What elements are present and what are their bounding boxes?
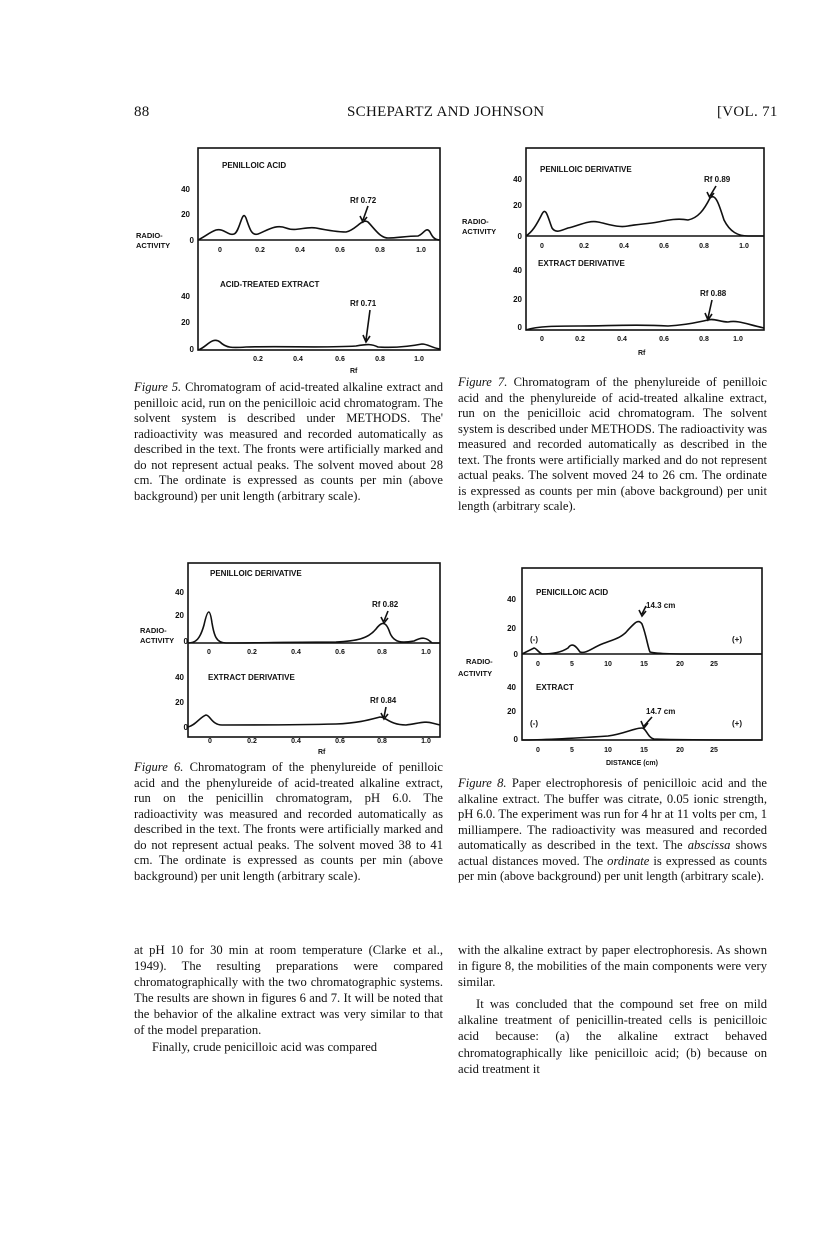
fig6-xtick: 1.0	[421, 649, 431, 656]
fig5-xtick: 0.4	[293, 356, 303, 363]
fig8-bottom-peak: 14.7 cm	[646, 707, 676, 716]
fig8-xtick: 5	[570, 661, 574, 668]
fig7-xtick: 0.2	[579, 243, 589, 250]
body-left-paragraph-2: Finally, crude penicilloic acid was compared	[152, 1039, 378, 1054]
figure-8-chart	[458, 568, 768, 768]
fig8-ytick: 40	[507, 683, 516, 692]
fig6-top-title: PENILLOIC DERIVATIVE	[210, 569, 302, 578]
fig7-xtick: 0.6	[659, 336, 669, 343]
figure-7-caption	[458, 375, 767, 515]
fig8-caption-text-3: is expressed as counts per min (above background) per unit length (arbitrary scale).	[458, 853, 767, 883]
body-left-paragraph-1: at pH 10 for 30 min at room temperature (Clarke et al., 1949). The resulting preparations were compared chromatographically with the two chromatographic systems. The results are shown in figures 6 and 7. It will be noted that the behavior of the alkaline extract was very similar to that of the model preparation.	[134, 943, 443, 1038]
fig7-ytick: 0	[517, 232, 522, 241]
fig8-ytick: 40	[507, 595, 516, 604]
fig5-xtick: 0.6	[335, 247, 345, 254]
fig7-xtick: 0	[540, 336, 544, 343]
fig8-top-peak: 14.3 cm	[646, 601, 676, 610]
fig5-bottom-rf: Rf 0.71	[350, 299, 377, 308]
fig5-ytick: 20	[181, 318, 190, 327]
fig8-ytick: 20	[507, 707, 516, 716]
fig5-xtick: 0.6	[335, 356, 345, 363]
fig6-xtick: 0.2	[247, 649, 257, 656]
fig7-xtick: 0	[540, 243, 544, 250]
fig5-bottom-trace	[198, 340, 440, 350]
fig5-xtick: 1.0	[414, 356, 424, 363]
fig5-xtick: 0	[218, 247, 222, 254]
fig6-xtick: 1.0	[421, 738, 431, 745]
fig5-ylabel-1: RADIO-	[136, 231, 163, 240]
fig7-ytick: 40	[513, 266, 522, 275]
figure-5-chart	[136, 148, 446, 373]
fig8-ytick: 0	[513, 735, 518, 744]
fig6-bottom-rf: Rf 0.84	[370, 696, 397, 705]
fig7-bottom-trace	[526, 319, 764, 330]
fig8-bottom-plus: (+)	[732, 719, 742, 728]
fig8-xtick: 25	[710, 747, 718, 754]
fig8-caption-label: Figure 8.	[458, 776, 507, 790]
figure-8-caption	[458, 776, 767, 885]
fig8-bottom-trace	[522, 728, 762, 740]
fig8-top-minus: (-)	[530, 635, 538, 644]
fig5-xtick: 0.4	[295, 247, 305, 254]
figure-7-chart	[458, 148, 768, 363]
fig7-ytick: 20	[513, 295, 522, 304]
fig7-xtick: 1.0	[733, 336, 743, 343]
fig7-top-title: PENILLOIC DERIVATIVE	[540, 165, 632, 174]
fig5-xtick: 0.2	[255, 247, 265, 254]
fig8-top-trace	[522, 622, 762, 654]
fig8-xtick: 15	[640, 747, 648, 754]
fig6-ytick: 0	[183, 723, 188, 732]
fig6-bottom-trace	[188, 715, 440, 727]
fig7-top-rf: Rf 0.89	[704, 175, 731, 184]
fig8-xtick: 15	[640, 661, 648, 668]
fig6-xlabel: Rf	[318, 749, 326, 756]
fig6-ytick: 20	[175, 698, 184, 707]
fig8-xtick: 10	[604, 747, 612, 754]
fig8-xtick: 5	[570, 747, 574, 754]
fig8-caption-text-2: shows actual distances moved. The	[458, 838, 768, 868]
fig6-xtick: 0.6	[335, 738, 345, 745]
fig7-xtick: 0.2	[575, 336, 585, 343]
fig6-xtick: 0	[208, 738, 212, 745]
fig7-caption-text: Chromatogram of the phenylureide of penilloic acid and the phenylureide of acid-treated alkaline extract, run on the penicilloic acid chromatogram. The solvent system is described under METHODS. The radioactivity was measured and recorded automatically as described in the text. The fronts were artificially marked and do not represent actual peaks. The solvent moved 24 to 26 cm. The ordinate is expressed as counts per min (above background) per unit length (arbitrary scale).	[458, 375, 767, 513]
fig7-bottom-arrow	[705, 300, 712, 320]
fig5-xtick: 1.0	[416, 247, 426, 254]
fig5-xtick: 0.8	[375, 247, 385, 254]
fig5-caption-label: Figure 5.	[134, 380, 182, 394]
fig5-top-trace	[198, 216, 440, 240]
fig5-ytick: 0	[189, 236, 194, 245]
fig6-xtick: 0.4	[291, 738, 301, 745]
figure-6-caption	[134, 760, 443, 884]
fig8-bottom-arrow	[641, 717, 652, 728]
fig6-xtick: 0.2	[247, 738, 257, 745]
fig6-top-trace	[188, 612, 440, 643]
fig7-xlabel: Rf	[638, 350, 646, 357]
fig7-xtick: 0.8	[699, 243, 709, 250]
fig5-bottom-arrow	[363, 310, 370, 342]
fig7-xtick: 0.4	[617, 336, 627, 343]
fig7-ytick: 40	[513, 175, 522, 184]
fig8-ytick: 20	[507, 624, 516, 633]
fig7-xtick: 0.8	[699, 336, 709, 343]
fig7-caption-label: Figure 7.	[458, 375, 508, 389]
figure-6-chart	[136, 563, 446, 756]
page-number: 88	[134, 104, 150, 120]
fig5-ylabel-2: ACTIVITY	[136, 241, 171, 250]
fig8-xtick: 20	[676, 747, 684, 754]
fig8-xlabel: DISTANCE (cm)	[606, 760, 658, 767]
fig6-caption-text: Chromatogram of the phenylureide of penilloic acid and the phenylureide of acid-treated alkaline extract, run on the penicillin chromatogram, pH 6.0. The radioactivity was measured and recorded automatically as described in the text. The fronts were artificially marked and do not represent actual peaks. The solvent moved 38 to 41 cm. The ordinate is expressed as counts per min (above background) per unit length (arbitrary scale).	[134, 760, 443, 883]
fig6-top-arrow	[381, 611, 388, 623]
fig8-ylabel-1: RADIO-	[466, 657, 493, 666]
fig8-bottom-minus: (-)	[530, 719, 538, 728]
fig7-xtick: 0.4	[619, 243, 629, 250]
fig6-caption-label: Figure 6.	[134, 760, 184, 774]
fig6-ylabel-1: RADIO-	[140, 626, 167, 635]
fig8-top-title: PENICILLOIC ACID	[536, 588, 609, 597]
fig8-caption-abscissa: abscissa	[687, 838, 731, 852]
fig6-xtick: 0.6	[335, 649, 345, 656]
fig6-xtick: 0.8	[377, 649, 387, 656]
fig6-xtick: 0.4	[291, 649, 301, 656]
fig5-top-arrow	[360, 206, 368, 222]
fig8-top-plus: (+)	[732, 635, 742, 644]
fig5-xtick: 0.2	[253, 356, 263, 363]
fig6-top-rf: Rf 0.82	[372, 600, 399, 609]
fig5-top-title: PENILLOIC ACID	[222, 161, 287, 170]
fig6-ytick: 0	[183, 637, 188, 646]
fig8-ylabel-2: ACTIVITY	[458, 669, 493, 678]
fig8-xtick: 20	[676, 661, 684, 668]
body-left-column	[134, 942, 443, 1055]
body-right-column	[458, 942, 767, 1077]
fig6-frame	[188, 563, 440, 737]
fig6-xtick: 0	[207, 649, 211, 656]
fig8-xtick: 10	[604, 661, 612, 668]
fig8-caption-text-1: Paper electrophoresis of penicilloic acid and the alkaline extract. The buffer was citrate, 0.05 ionic strength, pH 6.0. The experiment was run for 4 hr at 11 volts per cm, 1 milliampere. The radioactivity was measured and recorded automatically as described in the text. The	[458, 776, 767, 852]
fig5-top-rf: Rf 0.72	[350, 196, 377, 205]
fig7-ylabel-2: ACTIVITY	[462, 227, 497, 236]
fig6-xtick: 0.8	[377, 738, 387, 745]
fig6-ytick: 40	[175, 588, 184, 597]
fig8-caption-ordinate: ordinate	[607, 853, 650, 868]
volume-label: [VOL. 71	[717, 104, 778, 120]
fig5-ytick: 40	[181, 185, 190, 194]
fig6-ylabel-2: ACTIVITY	[140, 636, 175, 645]
fig5-xtick: 0.8	[375, 356, 385, 363]
fig5-xlabel: Rf	[350, 368, 358, 375]
fig5-ytick: 20	[181, 210, 190, 219]
fig5-ytick: 40	[181, 292, 190, 301]
body-right-paragraph-1: with the alkaline extract by paper electrophoresis. As shown in figure 8, the mobilities of the main components were very similar.	[458, 943, 767, 990]
fig7-bottom-title: EXTRACT DERIVATIVE	[538, 259, 625, 268]
fig6-ytick: 20	[175, 611, 184, 620]
fig8-top-arrow	[639, 606, 646, 616]
fig7-top-trace	[526, 197, 764, 236]
fig8-ytick: 0	[513, 650, 518, 659]
fig8-bottom-title: EXTRACT	[536, 683, 574, 692]
fig7-ytick: 20	[513, 201, 522, 210]
fig7-ytick: 0	[517, 323, 522, 332]
body-right-paragraph-2: It was concluded that the compound set free on mild alkaline treatment of penicillin-treated cells is penicilloic acid because: (a) the alkaline extract behaved chromatographically like penicilloic acid; (b) because on acid treatment it	[458, 997, 767, 1076]
fig7-bottom-rf: Rf 0.88	[700, 289, 727, 298]
fig6-bottom-title: EXTRACT DERIVATIVE	[208, 673, 295, 682]
fig7-xtick: 1.0	[739, 243, 749, 250]
fig5-ytick: 0	[189, 345, 194, 354]
fig7-xtick: 0.6	[659, 243, 669, 250]
fig5-caption-text: Chromatogram of acid-treated alkaline extract and penilloic acid, run on the penicilloic acid chromatogram. The solvent system is described under METHODS. The' radioactivity was measured and recorded automatically as described in the text. The fronts were artificially marked and do not represent actual peaks. The solvent moved about 28 cm. The ordinate is expressed as counts per min (above background) per unit length (arbitrary scale).	[134, 380, 443, 503]
fig8-xtick: 0	[536, 661, 540, 668]
fig5-bottom-title: ACID-TREATED EXTRACT	[220, 280, 320, 289]
fig6-ytick: 40	[175, 673, 184, 682]
figure-5-caption	[134, 380, 443, 504]
fig8-xtick: 0	[536, 747, 540, 754]
fig7-ylabel-1: RADIO-	[462, 217, 489, 226]
fig8-xtick: 25	[710, 661, 718, 668]
fig5-frame	[198, 148, 440, 350]
running-head: SCHEPARTZ AND JOHNSON	[347, 104, 545, 120]
